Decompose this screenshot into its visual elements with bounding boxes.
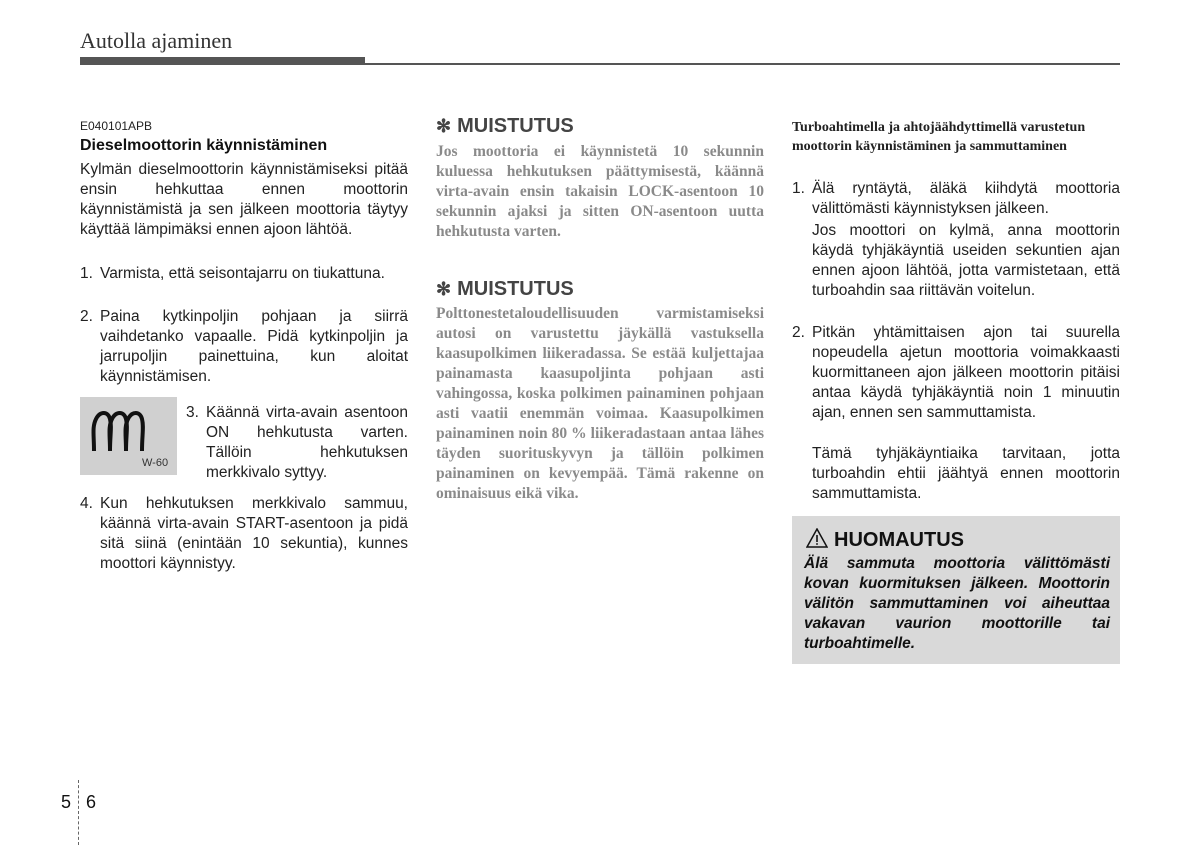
list-text: Kun hehkutuksen merkkivalo sammuu, käännä virta-avain START-asentoon ja pidä sitä siinä (enintään 10 sekuntia), kunnes moottori käynnistyy. [100, 495, 408, 572]
list-number: 1. [80, 265, 93, 282]
asterisk-icon: ✻ [436, 279, 452, 299]
section-code: E040101APB [80, 119, 153, 133]
note-title [436, 278, 574, 301]
list-text: Käännä virta-avain asentoon ON hehkutusta varten. Tällöin hehkutuksen merkkivalo syttyy. [206, 404, 408, 481]
header-rule [365, 63, 1120, 65]
list-text: Varmista, että seisontajarru on tiukattuna. [100, 265, 385, 282]
list-number: 2. [792, 324, 805, 341]
glow-plug-icon [88, 405, 146, 455]
list-number: 1. [792, 180, 805, 197]
list-subparagraph: Jos moottori on kylmä, anna moottorin käydä tyhjäkäyntiä useiden sekuntien ajan ennen ajoon lähtöä, jotta varmistetaan, että turboahdin saa riittävän voitelun. [812, 222, 1120, 299]
list-text: Paina kytkinpoljin pohjaan ja siirrä vaihdetanko vapaalle. Pidä kytkinpoljin ja jarrupoljin painettuina, kun aloitat käynnistämisen. [100, 308, 408, 385]
note-title [436, 115, 574, 138]
list-text: Älä ryntäytä, äläkä kiihdytä moottoria välittömästi käynnistyksen jälkeen. [812, 180, 1120, 217]
list-number: 3. [186, 404, 199, 421]
list-item [80, 307, 408, 387]
list-item [792, 179, 1120, 219]
caution-title-text: HUOMAUTUS [834, 529, 964, 551]
caution-box [792, 516, 1120, 664]
intro-paragraph: Kylmän dieselmoottorin käynnistämiseksi pitää ensin hehkuttaa ennen moottorin käynnistämistä ja sen jälkeen moottoria täytyy käyttää lämpimäksi ennen ajoon lähtöä. [80, 161, 408, 238]
list-text: Pitkän yhtämittaisen ajon tai suurella nopeudella ajetun moottoria voimakkaasti kuormittaneen ajon jälkeen moottorin pitäisi antaa käydä tyhjäkäyntiä noin 1 minuutin ajan, ennen sen sammuttamista. [812, 324, 1120, 421]
list-number: 2. [80, 308, 93, 325]
note-body: Jos moottoria ei käynnistetä 10 sekunnin kuluessa hehkutuksen päättymisestä, käännä virta-avain ensin takaisin LOCK-asentoon 10 sekunnin ajaksi ja sitten ON-asentoon uutta hehkutusta varten. [436, 143, 764, 240]
header-title: Autolla ajaminen [80, 28, 233, 53]
figure-label: W-60 [142, 457, 169, 469]
list-item [792, 323, 1120, 423]
list-item [186, 403, 408, 483]
section-heading: Turboahtimella ja ahtojäähdyttimellä varustetun moottorin käynnistäminen ja sammuttaminen [792, 120, 1086, 154]
list-subparagraph: Tämä tyhjäkäyntiaika tarvitaan, jotta turboahdin ehtii jäähtyä ennen moottorin sammuttamista. [812, 445, 1120, 502]
section-number: 5 [61, 792, 72, 812]
glow-plug-indicator [80, 397, 177, 475]
list-item [80, 264, 408, 284]
page-number: 6 [86, 792, 97, 812]
asterisk-icon: ✻ [436, 116, 452, 136]
page-divider [78, 780, 79, 845]
list-item [80, 494, 408, 574]
note-title-text: MUISTUTUS [457, 278, 574, 300]
section-heading: Dieselmoottorin käynnistäminen [80, 137, 328, 154]
caution-text: Älä sammuta moottoria välittömästi kovan kuormituksen jälkeen. Moottorin välitön sammuttaminen voi aiheuttaa vakavan vaurion moottorille tai turboahtimelle. [804, 555, 1110, 652]
header-bar [80, 57, 365, 65]
list-number: 4. [80, 495, 93, 512]
note-title-text: MUISTUTUS [457, 115, 574, 137]
note-body: Polttonestetaloudellisuuden varmistamiseksi autosi on varustettu jäykällä vastuksella kaasupolkimen liikeradassa. Se estää kuljettajaa painamasta kaasupoljinta pohjaan asti vahingossa, koska polkimen painaminen pohjaan asti vaatii enemmän voimaa. Kaasupolkimen painaminen noin 80 % liikeradastaan antaa lähes täyden suorituskyvyn ja tällöin polkimen painaminen on kevyempää. Tämä rakenne on ominaisuus eikä vika. [436, 305, 764, 502]
warning-triangle-icon [806, 528, 828, 548]
caution-title [806, 528, 964, 552]
